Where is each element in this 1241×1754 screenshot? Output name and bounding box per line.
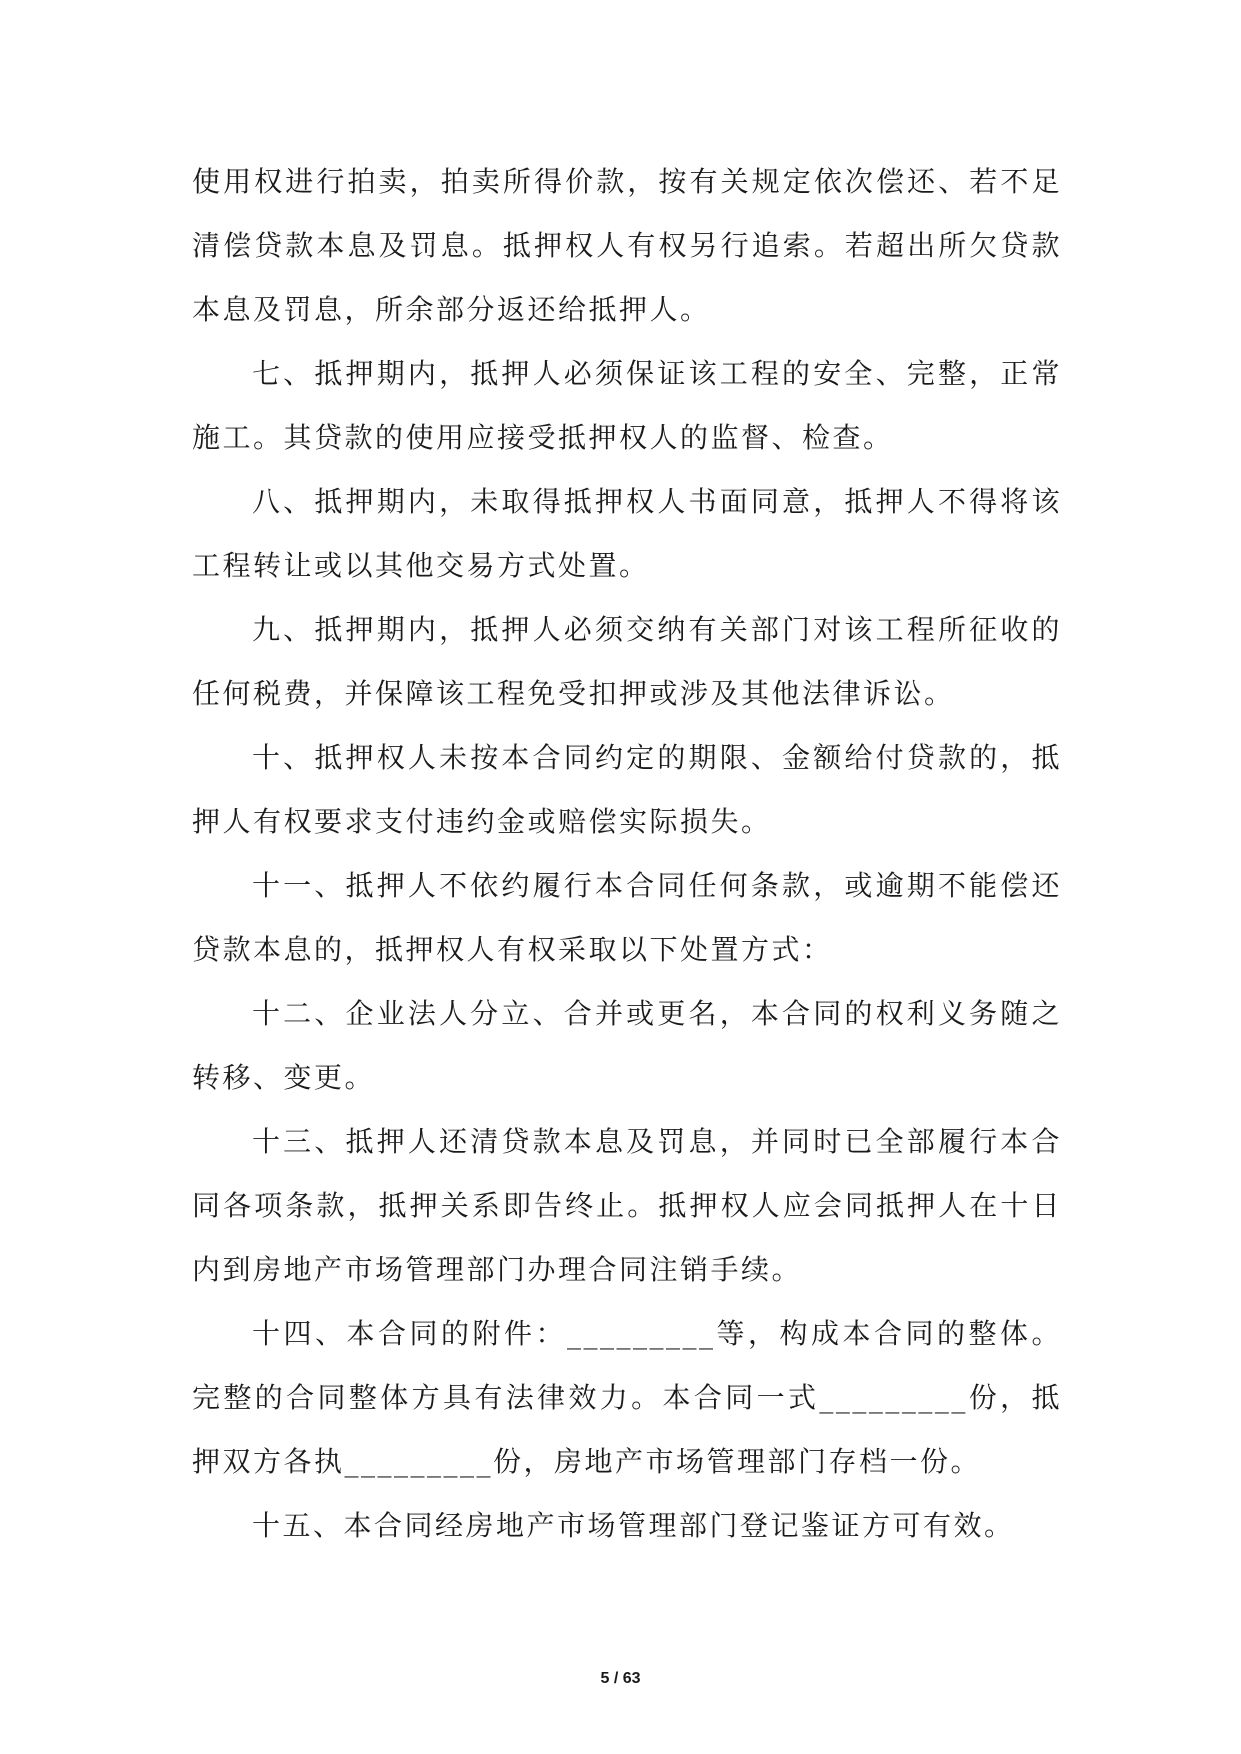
- paragraph-clause-14: 十四、本合同的附件：_________等，构成本合同的整体。完整的合同整体方具有法律效力。本合同一式_________份，抵押双方各执_________份，房地产市场管理部门存档一份。: [192, 1317, 1062, 1478]
- paragraph-clause-9: 九、抵押期内，抵押人必须交纳有关部门对该工程所征收的任何税费，并保障该工程免受扣押或涉及其他法律诉讼。: [192, 613, 1062, 710]
- paragraph-clause-12: 十二、企业法人分立、合并或更名，本合同的权利义务随之转移、变更。: [192, 997, 1062, 1094]
- paragraph-clause-10: 十、抵押权人未按本合同约定的期限、金额给付贷款的，抵押人有权要求支付违约金或赔偿实际损失。: [192, 741, 1062, 838]
- paragraph-clause-15: 十五、本合同经房地产市场管理部门登记鉴证方可有效。: [252, 1509, 1015, 1542]
- paragraph-clause-13: 十三、抵押人还清贷款本息及罚息，并同时已全部履行本合同各项条款，抵押关系即告终止。抵押权人应会同抵押人在十日内到房地产市场管理部门办理合同注销手续。: [192, 1125, 1062, 1286]
- document-body: [192, 150, 1062, 1558]
- paragraph-continued-auction: 使用权进行拍卖，拍卖所得价款，按有关规定依次偿还、若不足清偿贷款本息及罚息。抵押权人有权另行追索。若超出所欠贷款本息及罚息，所余部分返还给抵押人。: [192, 165, 1062, 326]
- paragraph-clause-7: 七、抵押期内，抵押人必须保证该工程的安全、完整，正常施工。其贷款的使用应接受抵押权人的监督、检查。: [192, 357, 1062, 454]
- paragraph-clause-8: 八、抵押期内，未取得抵押权人书面同意，抵押人不得将该工程转让或以其他交易方式处置。: [192, 485, 1062, 582]
- paragraph-clause-11: 十一、抵押人不依约履行本合同任何条款，或逾期不能偿还贷款本息的，抵押权人有权采取以下处置方式：: [192, 869, 1062, 966]
- page-number: 5 / 63: [600, 1670, 641, 1687]
